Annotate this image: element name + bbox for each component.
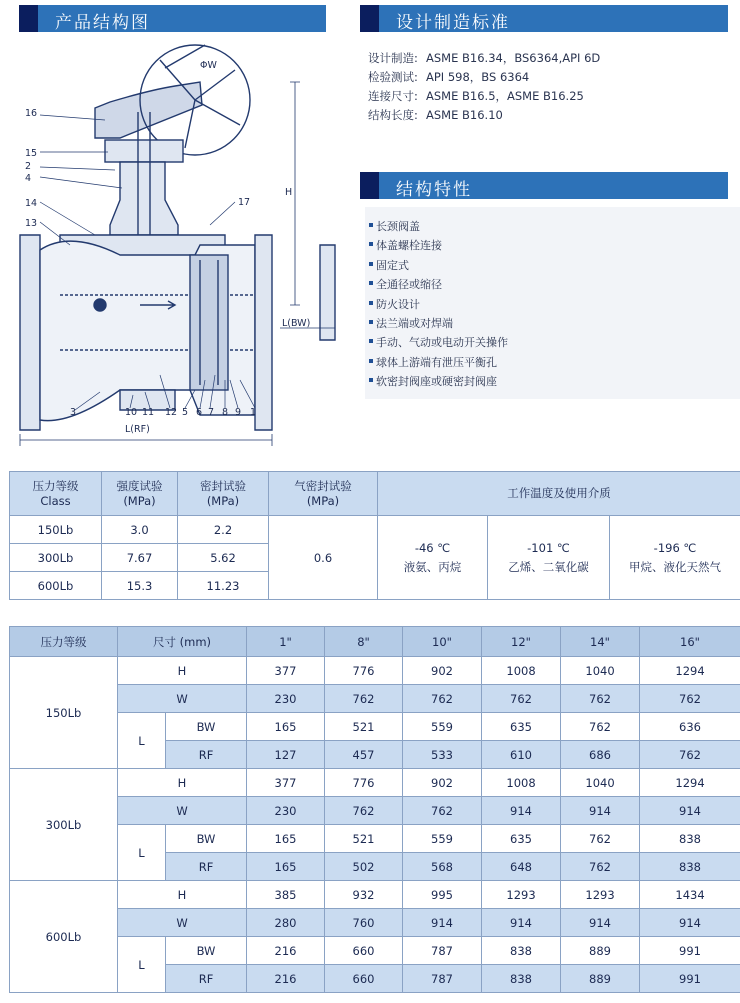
cell-strength: 15.3 — [102, 572, 178, 600]
part-label: 15 — [25, 148, 38, 159]
features-background — [365, 207, 740, 399]
cell-value: 1294 — [640, 657, 740, 685]
cell-value: 660 — [325, 965, 403, 993]
part-label: 6 — [196, 407, 203, 418]
cell-class: 300Lb — [10, 769, 118, 881]
cell-value: 762 — [482, 685, 561, 713]
feature-item — [376, 276, 442, 292]
feature-item — [376, 334, 508, 350]
structure-title: 产品结构图 — [55, 13, 150, 33]
cell-seal: 5.62 — [178, 544, 269, 572]
bullet-icon — [369, 262, 373, 266]
cell-value: 838 — [482, 937, 561, 965]
bullet-icon — [369, 281, 373, 285]
feature-text: 固定式 — [376, 258, 409, 272]
part-label: 8 — [222, 407, 229, 418]
feature-item — [376, 315, 453, 331]
cell-value: 932 — [325, 881, 403, 909]
bullet-icon — [369, 359, 373, 363]
cell-seal: 11.23 — [178, 572, 269, 600]
cell-value: 762 — [325, 797, 403, 825]
th-class: 压力等级 Class — [10, 472, 102, 516]
bullet-icon — [369, 301, 373, 305]
cell-class: 150Lb — [10, 657, 118, 769]
cell-class: 300Lb — [10, 544, 102, 572]
cell-value: 1040 — [561, 769, 640, 797]
cell-value: 521 — [325, 713, 403, 741]
cell-dim-label: BW — [166, 937, 247, 965]
part-label: 9 — [235, 407, 242, 418]
th-size-col: 16" — [640, 627, 740, 657]
cell-value: 902 — [403, 657, 482, 685]
standard-key: 检验测试: — [368, 70, 418, 84]
th-class: 压力等级 — [10, 627, 118, 657]
cell-value: 165 — [247, 825, 325, 853]
cell-value: 787 — [403, 937, 482, 965]
cell-value: 762 — [561, 825, 640, 853]
cell-value: 648 — [482, 853, 561, 881]
th-strength: 强度试验 (MPa) — [102, 472, 178, 516]
header-block — [360, 172, 379, 199]
cell-dim-label: H — [118, 881, 247, 909]
part-label: 16 — [25, 108, 38, 119]
cell-value: 762 — [561, 685, 640, 713]
cell-value: 559 — [403, 713, 482, 741]
cell-value: 533 — [403, 741, 482, 769]
cell-value: 914 — [561, 909, 640, 937]
cell-value: 776 — [325, 657, 403, 685]
feature-item — [376, 218, 420, 234]
cell-value: 165 — [247, 853, 325, 881]
cell-value: 216 — [247, 965, 325, 993]
cell-value: 521 — [325, 825, 403, 853]
cell-value: 635 — [482, 713, 561, 741]
part-label: 7 — [208, 407, 215, 418]
th-size-col: 14" — [561, 627, 640, 657]
cell-value: 914 — [640, 909, 740, 937]
standard-key: 连接尺寸: — [368, 89, 418, 103]
features-title: 结构特性 — [396, 180, 472, 200]
cell-dim-label: RF — [166, 965, 247, 993]
cell-value: 787 — [403, 965, 482, 993]
cell-value: 991 — [640, 937, 740, 965]
feature-text: 体盖螺栓连接 — [376, 239, 442, 253]
th-temperature: 工作温度及使用介质 — [378, 472, 740, 516]
cell-value: 1434 — [640, 881, 740, 909]
standard-value: ASME B16.10 — [426, 108, 503, 122]
th-air: 气密封试验 (MPa) — [269, 472, 378, 516]
cell-strength: 3.0 — [102, 516, 178, 544]
feature-text: 全通径或缩径 — [376, 278, 442, 292]
th-size: 尺寸 (mm) — [118, 627, 247, 657]
standard-item — [368, 107, 503, 123]
cell-value: 838 — [640, 853, 740, 881]
cell-value: 760 — [325, 909, 403, 937]
header-block — [360, 5, 379, 32]
cell-value: 762 — [640, 685, 740, 713]
cell-value: 762 — [561, 853, 640, 881]
part-label: 4 — [25, 173, 32, 184]
bullet-icon — [369, 378, 373, 382]
cell-temp-1: -46 ℃ 液氨、丙烷 — [378, 516, 488, 600]
cell-temp-3: -196 ℃ 甲烷、液化天然气 — [610, 516, 740, 600]
cell-value: 635 — [482, 825, 561, 853]
cell-value: 1293 — [482, 881, 561, 909]
structure-header — [19, 5, 326, 32]
cell-value: 230 — [247, 685, 325, 713]
standard-item — [368, 88, 584, 104]
standard-value: ASME B16.5，ASME B16.25 — [426, 89, 584, 103]
th-size-col: 8" — [325, 627, 403, 657]
part-label: 1 — [250, 407, 257, 418]
feature-text: 球体上游端有泄压平衡孔 — [376, 355, 497, 369]
cell-value: 914 — [482, 797, 561, 825]
standard-item — [368, 69, 529, 85]
cell-value: 385 — [247, 881, 325, 909]
cell-dim-label: BW — [166, 825, 247, 853]
th-size-col: 10" — [403, 627, 482, 657]
cell-dim-label: W — [118, 685, 247, 713]
cell-value: 230 — [247, 797, 325, 825]
cell-value: 914 — [561, 797, 640, 825]
standards-header — [360, 5, 728, 32]
bullet-icon — [369, 339, 373, 343]
cell-dim-label: H — [118, 657, 247, 685]
standard-key: 结构长度: — [368, 108, 418, 122]
cell-value: 568 — [403, 853, 482, 881]
cell-value: 902 — [403, 769, 482, 797]
bullet-icon — [369, 320, 373, 324]
cell-value: 762 — [325, 685, 403, 713]
part-label: 17 — [238, 197, 251, 208]
cell-l-label: L — [118, 937, 166, 993]
th-size-col: 12" — [482, 627, 561, 657]
cell-value: 280 — [247, 909, 325, 937]
cell-value: 165 — [247, 713, 325, 741]
part-label: 2 — [25, 161, 32, 172]
part-label: 11 — [142, 407, 155, 418]
part-label: 14 — [25, 198, 38, 209]
feature-item — [376, 257, 409, 273]
part-label: 3 — [70, 407, 77, 418]
feature-item — [376, 354, 497, 370]
cell-value: 914 — [482, 909, 561, 937]
feature-text: 防火设计 — [376, 297, 420, 311]
cell-value: 216 — [247, 937, 325, 965]
part-label: 13 — [25, 218, 38, 229]
cell-value: 776 — [325, 769, 403, 797]
cell-value: 762 — [640, 741, 740, 769]
cell-value: 636 — [640, 713, 740, 741]
bullet-icon — [369, 223, 373, 227]
dimension-table — [9, 626, 740, 993]
cell-value: 610 — [482, 741, 561, 769]
cell-value: 377 — [247, 657, 325, 685]
part-label: 10 — [125, 407, 138, 418]
cell-l-label: L — [118, 825, 166, 881]
dim-h-label: H — [285, 187, 293, 198]
valve-drawing — [0, 30, 345, 480]
standard-key: 设计制造: — [368, 51, 418, 65]
standards-title: 设计制造标准 — [396, 13, 510, 33]
cell-dim-label: BW — [166, 713, 247, 741]
cell-dim-label: RF — [166, 853, 247, 881]
feature-item — [376, 237, 442, 253]
cell-dim-label: W — [118, 797, 247, 825]
cell-value: 838 — [482, 965, 561, 993]
dim-w-label: ΦW — [200, 60, 217, 71]
cell-value: 559 — [403, 825, 482, 853]
cell-dim-label: W — [118, 909, 247, 937]
standard-value: ASME B16.34，BS6364,API 6D — [426, 51, 601, 65]
cell-value: 127 — [247, 741, 325, 769]
cell-strength: 7.67 — [102, 544, 178, 572]
cell-l-label: L — [118, 713, 166, 769]
cell-value: 762 — [403, 797, 482, 825]
cell-value: 1294 — [640, 769, 740, 797]
feature-text: 软密封阀座或硬密封阀座 — [376, 375, 497, 389]
cell-value: 377 — [247, 769, 325, 797]
cell-value: 1008 — [482, 657, 561, 685]
bullet-icon — [369, 242, 373, 246]
feature-item — [376, 296, 420, 312]
cell-temp-2: -101 ℃ 乙烯、二氧化碳 — [488, 516, 610, 600]
cell-value: 1008 — [482, 769, 561, 797]
cell-value: 502 — [325, 853, 403, 881]
dim-lbw-label: L(BW) — [282, 318, 311, 329]
standard-item — [368, 50, 600, 66]
cell-value: 889 — [561, 937, 640, 965]
cell-dim-label: H — [118, 769, 247, 797]
cell-value: 457 — [325, 741, 403, 769]
feature-text: 长颈阀盖 — [376, 220, 420, 233]
feature-text: 手动、气动或电动开关操作 — [376, 336, 508, 350]
cell-value: 914 — [403, 909, 482, 937]
cell-value: 995 — [403, 881, 482, 909]
features-header — [360, 172, 728, 199]
cell-class: 150Lb — [10, 516, 102, 544]
cell-air: 0.6 — [269, 516, 378, 600]
cell-value: 1040 — [561, 657, 640, 685]
part-label: 12 — [165, 407, 178, 418]
cell-value: 889 — [561, 965, 640, 993]
cell-value: 660 — [325, 937, 403, 965]
dim-lrf-label: L(RF) — [125, 424, 150, 435]
cell-value: 686 — [561, 741, 640, 769]
cell-seal: 2.2 — [178, 516, 269, 544]
th-seal: 密封试验 (MPa) — [178, 472, 269, 516]
pressure-test-table — [9, 471, 740, 600]
th-size-col: 1" — [247, 627, 325, 657]
feature-item — [376, 373, 497, 389]
cell-value: 838 — [640, 825, 740, 853]
cell-value: 914 — [640, 797, 740, 825]
cell-class: 600Lb — [10, 572, 102, 600]
standard-value: API 598，BS 6364 — [426, 70, 530, 84]
part-label: 5 — [182, 407, 189, 418]
feature-text: 法兰端或对焊端 — [376, 317, 453, 330]
cell-dim-label: RF — [166, 741, 247, 769]
cell-value: 1293 — [561, 881, 640, 909]
cell-value: 762 — [403, 685, 482, 713]
cell-class: 600Lb — [10, 881, 118, 993]
cell-value: 762 — [561, 713, 640, 741]
header-block — [19, 5, 38, 32]
cell-value: 991 — [640, 965, 740, 993]
